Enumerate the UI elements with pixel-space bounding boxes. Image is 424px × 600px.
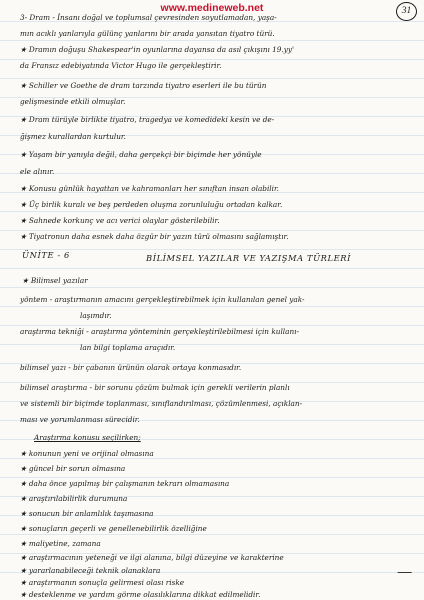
ruled-line bbox=[0, 211, 424, 212]
ruled-line bbox=[0, 78, 424, 79]
ruled-line bbox=[0, 344, 424, 345]
ruled-line bbox=[0, 306, 424, 307]
list-item: ★ sonucun bir anlamlılık taşımasına bbox=[20, 509, 154, 518]
ruled-line bbox=[0, 268, 424, 269]
ruled-line bbox=[0, 59, 424, 60]
text-line: ★ Schiller ve Goethe de dram tarzında tiyatro eserleri ile bu türün bbox=[20, 81, 267, 90]
text-line: ması ve yorumlanması sürecidir. bbox=[20, 415, 140, 424]
text-line: ve sistemli bir biçimde toplanması, sınıflandırılması, çözümlenmesi, açıklan- bbox=[20, 399, 303, 408]
section-heading: BİLİMSEL YAZILAR VE YAZIŞMA TÜRLERİ bbox=[146, 253, 352, 263]
list-item: ★ yararlanabileceği teknik olanaklara bbox=[20, 566, 161, 575]
text-line: ele alınır. bbox=[20, 167, 55, 176]
ruled-line bbox=[0, 477, 424, 478]
text-line: Araştırma konusu seçilirken; bbox=[34, 433, 141, 442]
text-line: ★ Dram türüyle birlikte tiyatro, tragedya ve komedideki kesin ve de- bbox=[20, 115, 275, 124]
text-line: araştırma tekniği - araştırma yönteminin gerçekleştirilebilmesi için kullanı- bbox=[20, 327, 299, 336]
text-line: ★ Bilimsel yazılar bbox=[22, 276, 88, 285]
text-line: 3- Dram - İnsanı doğal ve toplumsal çevresinden soyutlamadan, yaşa- bbox=[20, 13, 277, 22]
list-item: ★ konunun yeni ve orijinal olmasına bbox=[20, 449, 154, 458]
text-line: da Fransız edebiyatında Victor Hugo ile gerçekleştirir. bbox=[20, 61, 222, 70]
text-line: ★ Üç birlik kuralı ve beş perdeden oluşma zorunluluğu ortadan kalkar. bbox=[20, 200, 283, 209]
text-line: lan bilgi toplama araçıdır. bbox=[80, 343, 176, 352]
text-line: ★ Konusu günlük hayattan ve kahramanları her sınıftan insan olabilir. bbox=[20, 184, 279, 193]
ruled-line bbox=[0, 534, 424, 535]
text-line: bilimsel yazı - bir çabanın ürünün olarak ortaya konmasıdır. bbox=[20, 363, 242, 372]
text-line: yöntem - araştırmanın amacını gerçekleştirebilmek için kullanılan genel yak- bbox=[20, 295, 305, 304]
text-line: ★ Yaşam bir yanıyla değil, daha gerçekçi bir biçimde her yönüyle bbox=[20, 150, 262, 159]
unit-heading: ÜNİTE - 6 bbox=[22, 250, 70, 260]
list-item: ★ güncel bir sorun olmasına bbox=[20, 464, 126, 473]
text-line: gelişmesinde etkili olmuşlar. bbox=[20, 97, 126, 106]
text-line: ğişmez kurallardan kurtulur. bbox=[20, 132, 126, 141]
list-item: ★ sonuçların geçerli ve genellenebilirlik özelliğine bbox=[20, 524, 207, 533]
list-item: ★ araştırılabilirlik durumuna bbox=[20, 494, 128, 503]
ruled-line bbox=[0, 230, 424, 231]
list-item: ★ desteklenme ve yardım görme olasılıklarına dikkat edilmelidir. bbox=[20, 590, 261, 599]
text-line: mın acıklı yanlarıyla gülünç yanlarını bir arada yansıtan tiyatro türü. bbox=[20, 29, 275, 38]
list-item: ★ araştırmacının yeteneği ve ilgi alanına, bilgi düzeyine ve karakterine bbox=[20, 553, 284, 562]
text-line: laşımdır. bbox=[80, 311, 112, 320]
ruled-line bbox=[0, 287, 424, 288]
text-line: bilimsel araştırma - bir sorunu çözüm bulmak için gerekli verilerin planlı bbox=[20, 383, 290, 392]
list-item: ★ maliyetine, zamana bbox=[20, 539, 101, 548]
website-link[interactable]: www.medineweb.net bbox=[160, 2, 264, 14]
text-line: ★ Tiyatronun daha esnek daha özgür bir yazın türü olmasını sağlamıştır. bbox=[20, 232, 289, 241]
text-line: ★ Sahnede korkunç ve acı verici olaylar gösterilebilir. bbox=[20, 216, 220, 225]
ruled-line bbox=[0, 325, 424, 326]
ruled-line bbox=[0, 40, 424, 41]
list-item: ★ araştırmanın sonuçla gelirmesi olası riske bbox=[20, 578, 185, 587]
list-item: ★ daha önce yapılmış bir çalışmanın tekrarı olmamasına bbox=[20, 479, 230, 488]
text-line: ★ Dramın doğuşu Shakespear'in oyunlarına dayansa da asıl çıkışını 19.yy' bbox=[20, 45, 295, 54]
page-number: 31 bbox=[396, 2, 417, 21]
ruled-line bbox=[0, 173, 424, 174]
